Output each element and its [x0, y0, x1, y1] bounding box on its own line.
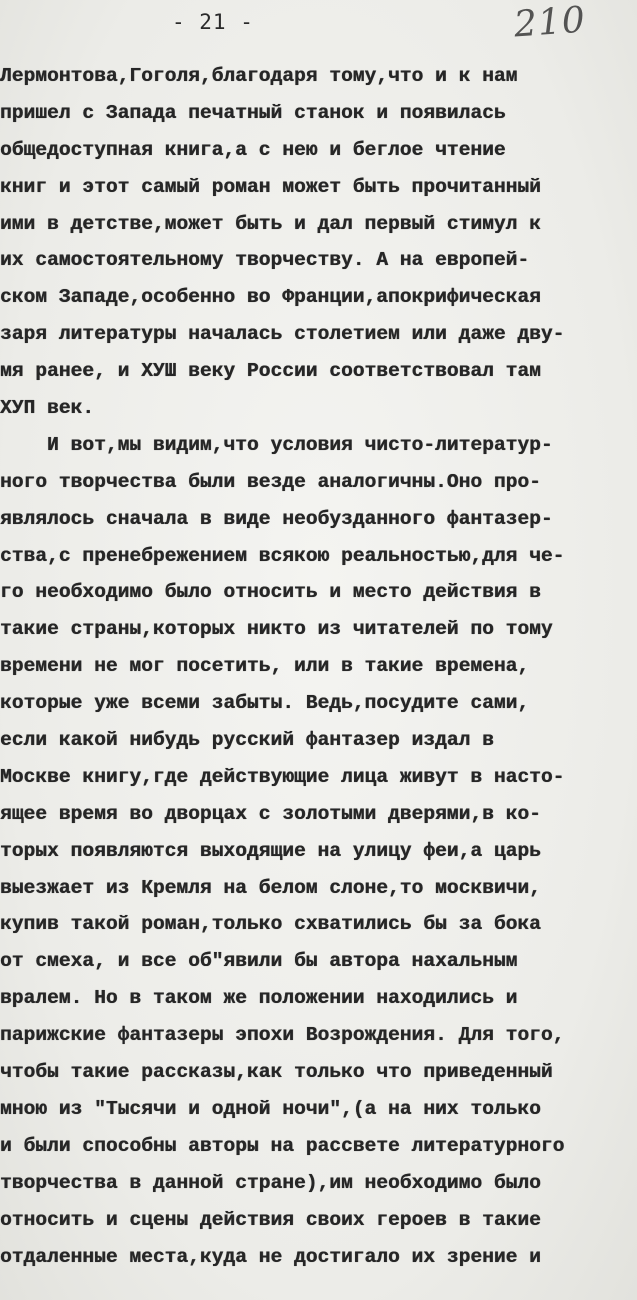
- text-line: выезжает из Кремля на белом слоне,то москвичи,: [0, 876, 541, 899]
- text-line: И вот,мы видим,что условия чисто-литератур-: [0, 433, 553, 456]
- text-line: чтобы такие рассказы,как только что приведенный: [0, 1061, 553, 1084]
- text-line: заря литературы началась столетием или даже дву-: [0, 323, 565, 346]
- text-line: ском Западе,особенно во Франции,апокрифическая: [0, 286, 541, 309]
- text-line: ного творчества были везде аналогичны.Оно про-: [0, 470, 541, 493]
- text-line: если какой нибудь русский фантазер издал в: [0, 729, 494, 752]
- text-line: торых появляются выходящие на улицу феи,а царь: [0, 839, 541, 862]
- text-line: книг и этот самый роман может быть прочитанный: [0, 175, 541, 198]
- text-line: мя ранее, и ХУШ веку России соответствовал там: [0, 360, 541, 383]
- text-line: относить и сцены действия своих героев в такие: [0, 1208, 541, 1231]
- text-line: парижские фантазеры эпохи Возрождения. Для того,: [0, 1024, 565, 1047]
- text-line: которые уже всеми забыты. Ведь,посудите сами,: [0, 692, 530, 715]
- text-line: от смеха, и все об"явили бы автора нахальным: [0, 950, 518, 973]
- text-line: такие страны,которых никто из читателей по тому: [0, 618, 553, 641]
- text-line: их самостоятельному творчеству. А на европей-: [0, 249, 530, 272]
- text-line: являлось сначала в виде необузданного фантазер-: [0, 507, 553, 530]
- text-line: Москве книгу,где действующие лица живут в насто-: [0, 765, 565, 788]
- text-line: вралем. Но в таком же положении находились и: [0, 987, 518, 1010]
- text-line: времени не мог посетить, или в такие времена,: [0, 655, 530, 678]
- text-line: ящее время во дворцах с золотыми дверями,в ко-: [0, 802, 541, 825]
- text-line: ХУП век.: [0, 397, 95, 420]
- text-line: Лермонтова,Гоголя,благодаря тому,что и к нам: [0, 65, 518, 87]
- text-line: ими в детстве,может быть и дал первый стимул к: [0, 212, 541, 235]
- body-text: [0, 58, 637, 1275]
- text-line: отдаленные места,куда не достигало их зрение и: [0, 1245, 541, 1268]
- text-line: ства,с пренебрежением всякою реальностью,для че-: [0, 544, 565, 567]
- text-line: купив такой роман,только схватились бы за бока: [0, 913, 541, 936]
- text-line: общедоступная книга,а с нею и беглое чтение: [0, 138, 506, 161]
- text-line: го необходимо было относить и место действия в: [0, 581, 541, 604]
- text-line: мною из "Тысячи и одной ночи",(а на них только: [0, 1097, 541, 1120]
- text-line: и были способны авторы на рассвете литературного: [0, 1134, 565, 1157]
- handwritten-folio-number: 210: [512, 0, 588, 46]
- text-line: пришел с Запада печатный станок и появилась: [0, 101, 506, 124]
- text-line: творчества в данной стране),им необходимо было: [0, 1171, 541, 1194]
- page-number: - 21 -: [172, 10, 254, 34]
